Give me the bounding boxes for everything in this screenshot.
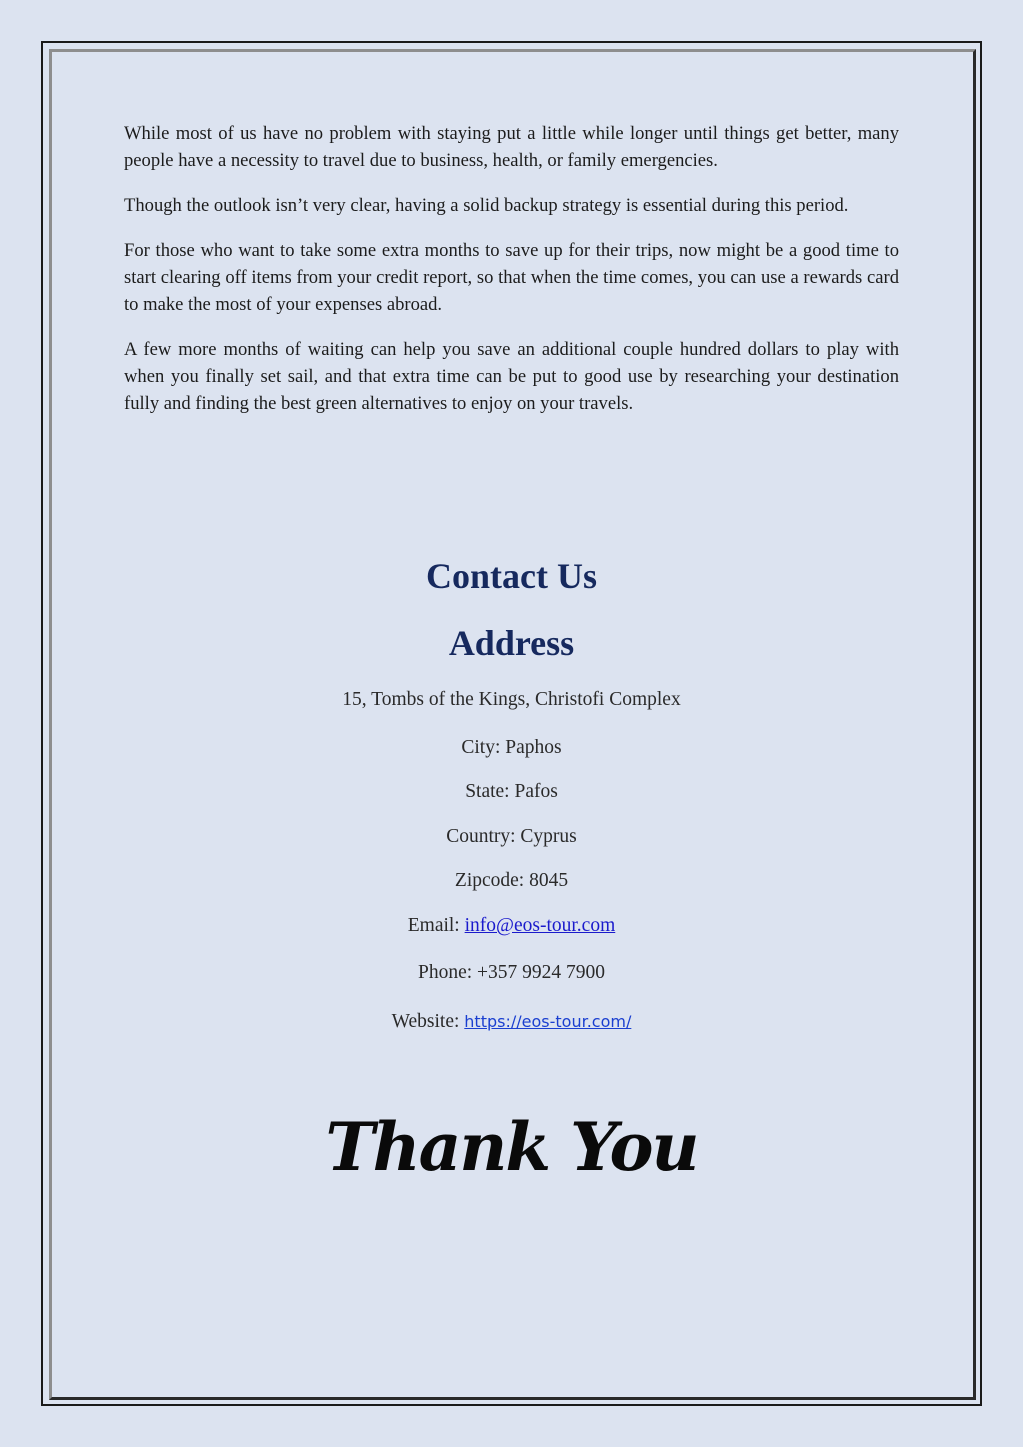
email-link[interactable]: info@eos-tour.com: [464, 915, 616, 936]
body-text: [124, 120, 899, 435]
website-line: [0, 1011, 1023, 1033]
country-line: Country: Cyprus: [446, 826, 577, 847]
street-address: 15, Tombs of the Kings, Christofi Complex: [342, 689, 681, 710]
paragraph-1: While most of us have no problem with staying put a little while longer until things get better, many people have a necessity to travel due to business, health, or family emergencies.: [124, 123, 899, 171]
website-label: Website:: [391, 1011, 465, 1032]
website-link[interactable]: https://eos-tour.com/: [464, 1012, 632, 1031]
state-line: State: Pafos: [465, 781, 558, 802]
address-heading: Address: [448, 623, 575, 663]
contact-heading: Contact Us: [426, 556, 597, 596]
thank-you-text: Thank You: [325, 1108, 698, 1186]
paragraph-4: A few more months of waiting can help you save an additional couple hundred dollars to play with when you finally set sail, and that extra time can be put to good use by researching your destination fully and finding the best green alternatives to enjoy on your travels.: [124, 339, 899, 414]
email-line: [0, 915, 1023, 937]
zipcode-line: Zipcode: 8045: [454, 870, 569, 891]
email-label: Email:: [407, 915, 465, 936]
city-line: City: Paphos: [461, 737, 562, 758]
paragraph-3: For those who want to take some extra months to save up for their trips, now might be a good time to start clearing off items from your credit report, so that when the time comes, you can use a rewards card to make the most of your expenses abroad.: [124, 240, 899, 315]
paragraph-2: Though the outlook isn’t very clear, having a solid backup strategy is essential during this period.: [124, 195, 849, 216]
phone-line: Phone: +357 9924 7900: [417, 962, 606, 983]
